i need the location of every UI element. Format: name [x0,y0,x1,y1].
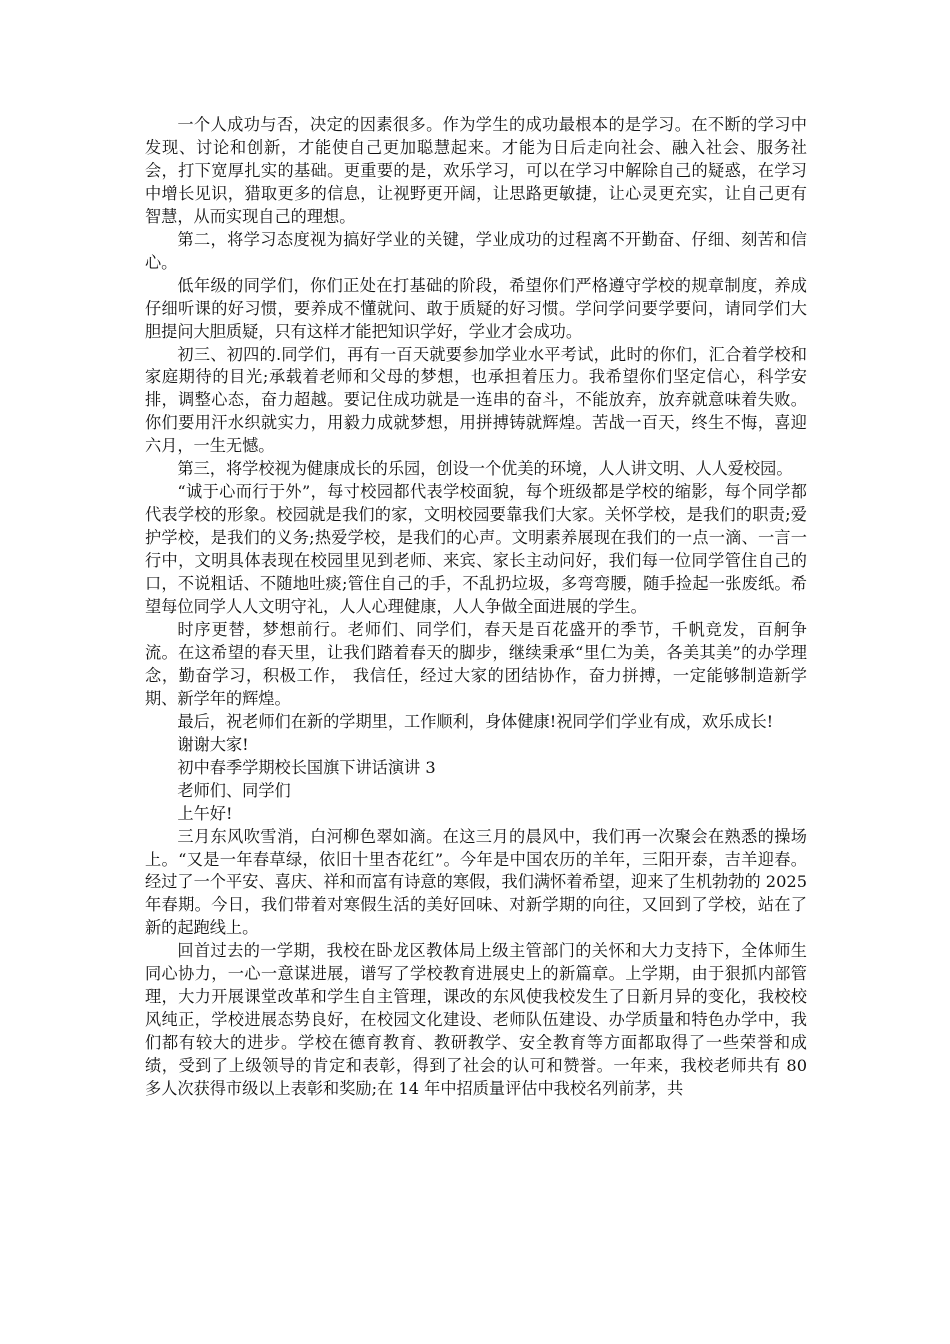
speech-salutation: 老师们、同学们 [177,780,291,800]
paragraph-spring-hope: 时序更替，梦想前行。老师们、同学们，春天是百花盛开的季节，千帆竞发，百舸争流。在这希望的春天里，让我们踏着春天的脚步，继续秉承“里仁为美，各美其美”的办学理念，勤奋学习，积极工作， 我信任，经过大家的团结协作，奋力拼搏，一定能够制造新学期、新学年的辉煌。 [145,619,807,708]
speech-greeting: 上午好! [177,803,233,823]
speech-title: 初中春季学期校长国旗下讲话演讲 3 [177,757,436,777]
paragraph-junior-students: 低年级的同学们，你们正处在打基础的阶段，希望你们严格遵守学校的规章制度，养成仔细听课的好习惯，要养成不懂就问、敢于质疑的好习惯。学问学问要学要问，请同学们大胆提问大胆质疑，只有这样才能把知识学好，学业才会成功。 [145,275,807,341]
document-page [145,114,807,1101]
paragraph-importance-of-learning: 一个人成功与否，决定的因素很多。作为学生的成功最根本的是学习。在不断的学习中发现、讨论和创新，才能使自己更加聪慧起来。才能为日后走向社会、融入社会、服务社会，打下宽厚扎实的基础。更重要的是，欢乐学习，可以在学习中解除自己的疑惑，在学习中增长见识，猎取更多的信息，让视野更开阔，让思路更敏捷，让心灵更充实，让自己更有智慧，从而实现自己的理想。 [145,115,807,226]
paragraph-senior-students: 初三、初四的.同学们，再有一百天就要参加学业水平考试，此时的你们，汇合着学校和家庭期待的目光;承载着老师和父母的梦想，也承担着压力。我希望你们坚定信心，科学安排，调整心态，奋力超越。要记住成功就是一连串的奋斗，不能放弃，放弃就意味着失败。你们要用汗水织就实力，用毅力成就梦想，用拼搏铸就辉煌。苦战一百天，终生不悔，喜迎六月，一生无憾。 [145,344,807,456]
paragraph-march-spring: 三月东风吹雪消，白河柳色翠如滴。在这三月的晨风中，我们再一次聚会在熟悉的操场上。“又是一年春草绿，依旧十里杏花红”。今年是中国农历的羊年，三阳开泰，吉羊迎春。经过了一个平安、喜庆、祥和而富有诗意的寒假，我们满怀着希望，迎来了生机勃勃的 2025 年春期。今日，我们带着对寒假生活的美好回味、对新学期的向往，又回到了学校，站在了新的起跑线上。 [145,826,807,938]
paragraph-closing-wishes: 最后，祝老师们在新的学期里，工作顺利，身体健康!祝同学们学业有成，欢乐成长! [177,711,774,731]
paragraph-civilized-campus: “诚于心而行于外”，每寸校园都代表学校面貌，每个班级都是学校的缩影，每个同学都代表学校的形象。校园就是我们的家，文明校园要靠我们大家。关怀学校，是我们的职责;爱护学校，是我们的义务;热爱学校，是我们的心声。文明素养展现在我们的一点一滴、一言一行中，文明具体表现在校园里见到老师、来宾、家长主动问好，我们每一位同学管住自己的口，不说粗话、不随地吐痰;管住自己的手，不乱扔垃圾，多弯弯腰，随手捡起一张废纸。希望每位同学人人文明守礼，人人心理健康，人人争做全面进展的学生。 [145,482,807,617]
paragraph-point-three: 第三，将学校视为健康成长的乐园，创设一个优美的环境，人人讲文明、人人爱校园。 [177,459,793,479]
paragraph-thanks: 谢谢大家! [177,734,249,754]
paragraph-last-semester-review: 回首过去的一学期，我校在卧龙区教体局上级主管部门的关怀和大力支持下，全体师生同心协力，一心一意谋进展，谱写了学校教育进展史上的新篇章。上学期，由于狠抓内部管理，大力开展课堂改革和学生自主管理，课改的东风使我校发生了日新月异的变化，我校校风纯正，学校进展态势良好，在校园文化建设、老师队伍建设、办学质量和特色办学中，我们都有较大的进步。学校在德育教育、教研教学、安全教育等方面都取得了一些荣誉和成绩，受到了上级领导的肯定和表彰，得到了社会的认可和赞誉。一年来，我校老师共有 80 多人次获得市级以上表彰和奖励;在 14 年中招质量评估中我校名列前茅，共 [145,941,807,1099]
paragraph-point-two: 第二，将学习态度视为搞好学业的关键，学业成功的过程离不开勤奋、仔细、刻苦和信心。 [145,229,807,272]
